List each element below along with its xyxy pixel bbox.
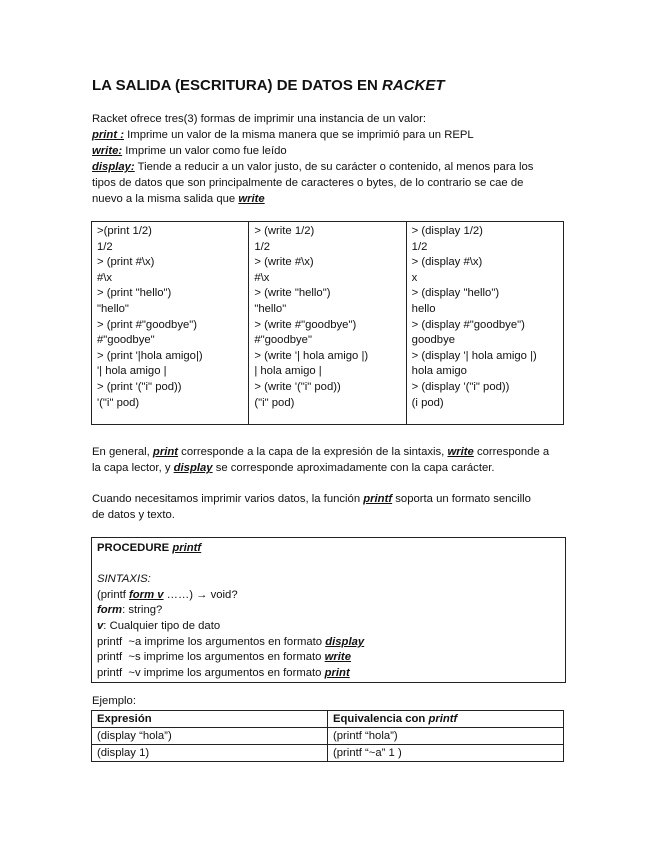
code-line: | hola amigo |	[254, 365, 322, 378]
print-column	[92, 222, 249, 425]
code-line: > (display #"goodbye")	[411, 318, 525, 331]
code-line: hello	[411, 302, 436, 315]
table-row: (display 1) (printf “~a” 1 )	[92, 745, 564, 762]
comparison-table	[91, 221, 564, 425]
general-paragraph: En general, print corresponde a la capa de la expresión de la sintaxis, write corresponde a la capa lector, y display se corresponde aproximadamente con la capa carácter.	[92, 446, 550, 474]
print-term: print :	[92, 129, 124, 141]
code-line: > (print #"goodbye")	[97, 318, 198, 331]
code-line: > (write '| hola amigo |)	[254, 349, 369, 362]
code-line: > (write '("i" pod))	[254, 380, 341, 393]
code-line: ("i" pod)	[254, 396, 295, 409]
code-line: 1/2	[97, 240, 113, 253]
code-line: > (print #\x)	[97, 256, 155, 269]
code-line: > (display #\x)	[411, 256, 483, 269]
code-line: > (write 1/2)	[254, 225, 315, 237]
code-line: goodbye	[411, 334, 456, 347]
code-line: "hello"	[97, 302, 129, 315]
write-term: write:	[92, 145, 123, 157]
code-line: #"goodbye"	[97, 334, 155, 347]
table-header-row	[92, 711, 564, 728]
code-line: >(print 1/2)	[97, 225, 152, 237]
code-line: > (write #"goodbye")	[254, 318, 357, 331]
code-line: 1/2	[411, 240, 428, 253]
table-row	[92, 222, 564, 425]
printf-paragraph: Cuando necesitamos imprimir varios datos, la función printf soporta un formato sencillo de datos y texto.	[92, 493, 531, 521]
code-line: #\x	[97, 271, 113, 284]
code-line: > (print "hello")	[97, 287, 172, 300]
code-line: > (display '| hola amigo |)	[411, 349, 537, 362]
display-column	[406, 222, 563, 425]
code-line: '| hola amigo |	[97, 365, 167, 378]
example-table	[91, 710, 564, 762]
procedure-box: PROCEDURE printf SINTAXIS: (printf form v ……) → void? form: string? v: Cualquier tipo de dato printf ~a imprime los argumentos en formato display printf ~s imprime los argumentos en formato write printf ~v imprime los argumentos en formato print	[91, 537, 566, 683]
code-line: (i pod)	[411, 396, 444, 409]
intro-paragraph: Racket ofrece tres(3) formas de imprimir una instancia de un valor: print : Imprime un valor de la misma manera que se imprimió para un REPL write: Imprime un valor como fue leído display: Tiende a reducir a un valor justo, de su carácter o contenido, al menos para los tipos de datos que son principalmente de caracteres o bytes, de lo contrario se cae de nuevo a la misma salida que write	[92, 113, 534, 205]
code-line: > (display 1/2)	[411, 225, 483, 237]
code-line: > (write #\x)	[254, 256, 314, 269]
equivalence-header: Equivalencia con printf	[328, 711, 564, 728]
code-line: > (display '("i" pod))	[411, 380, 510, 393]
code-line: > (print '("i" pod))	[97, 380, 182, 393]
example-label: Ejemplo:	[92, 695, 136, 707]
write-column	[249, 222, 406, 425]
code-line: #"goodbye"	[254, 334, 312, 347]
code-line: 1/2	[254, 240, 271, 253]
page-title: LA SALIDA (ESCRITURA) DE DATOS EN RACKET	[92, 77, 445, 94]
code-line: > (print '|hola amigo|)	[97, 349, 203, 362]
code-line: > (display "hello")	[411, 287, 500, 300]
code-line: > (write "hello")	[254, 287, 331, 300]
code-line: x	[411, 271, 418, 284]
code-line: hola amigo	[411, 365, 467, 378]
code-line: '("i" pod)	[97, 396, 140, 409]
expression-header: Expresión	[92, 711, 328, 728]
display-term: display:	[92, 161, 135, 173]
table-row: (display “hola”) (printf “hola”)	[92, 728, 564, 745]
code-line: #\x	[254, 271, 270, 284]
code-line: "hello"	[254, 302, 287, 315]
